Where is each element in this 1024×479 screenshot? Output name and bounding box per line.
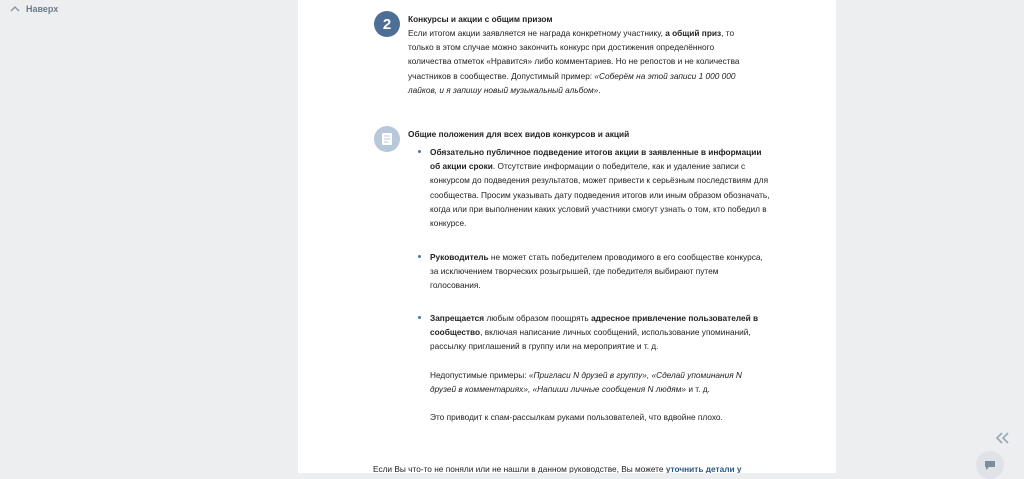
section-general-rules [408,128,758,141]
article-content [298,0,836,473]
bullet-dot [418,150,421,153]
back-to-top-button[interactable] [10,4,58,14]
double-chevron-left-icon [994,431,1010,445]
step-badge [374,11,400,37]
section-title: Конкурсы и акции с общим призом [408,14,553,24]
list-item: Руководитель не может стать победителем проводимого в его сообществе конкурса, за исключением творческих розыгрышей, где победителя выбирают путем голосования. [430,250,770,293]
footer-help-text: Если Вы что-то не поняли или не нашли в данном руководстве, Вы можете уточнить детали у [373,464,742,473]
list-item: Обязательно публичное подведение итогов акции в заявленные в информации об акции сроки. Отсутствие информации о победителе, как и удаление записи с конкурсом до подведения результатов, может привести к серьёзным последствиям для сообщества. Просим указывать дату подведения итогов или иным образом обозначать, когда или при выполнении каких условий участники смогут узнать о том, кто победил в конкурсе. [430,145,770,230]
step-number: 2 [382,15,392,33]
section-title: Общие положения для всех видов конкурсов и акций [408,129,630,139]
section-general-prize [408,13,758,97]
support-link[interactable]: уточнить детали у [665,464,742,473]
chevron-up-icon [10,4,20,14]
consequence-note: Это приводит к спам-рассылкам руками пользователей, что вдвойне плохо. [430,412,723,423]
section-text: Если итогом акции заявляется не награда конкретному участнику, а общий приз, то только в этом случае можно закончить конкурс при достижения определённого количества отметок «Нравится» либо комментариев. Но не репостов и не количества участников в сообществе. Допустимый пример: «Соберём на этой записи 1 000 000 лайков, и я запишу новый музыкальный альбом». [408,28,740,95]
bullet-dot [418,316,421,319]
bullet-dot [418,255,421,258]
document-icon [381,132,393,146]
chat-button[interactable] [976,451,1004,479]
chat-icon [984,460,996,471]
bad-examples: Недопустимые примеры: «Пригласи N друзей в группу», «Сделай упоминания N друзей в комментариях», «Напиши личные сообщения N людям» и т. д. [430,369,742,394]
list-item: Запрещается любым образом поощрять адресное привлечение пользователей в сообщество, включая написание личных сообщений, использование упоминаний, рассылку приглашений в группу или на мероприятие и т. д. Недопустимые примеры: «Пригласи N друзей в группу», «Сделай упоминания N друзей в комментариях», «Напиши личные сообщения N людям» и т. д. Это приводит к спам-рассылкам руками пользователей, что вдвойне плохо. [430,311,770,424]
collapse-button[interactable] [994,431,1010,445]
back-to-top-label: Наверх [26,4,59,14]
document-badge [374,126,400,152]
